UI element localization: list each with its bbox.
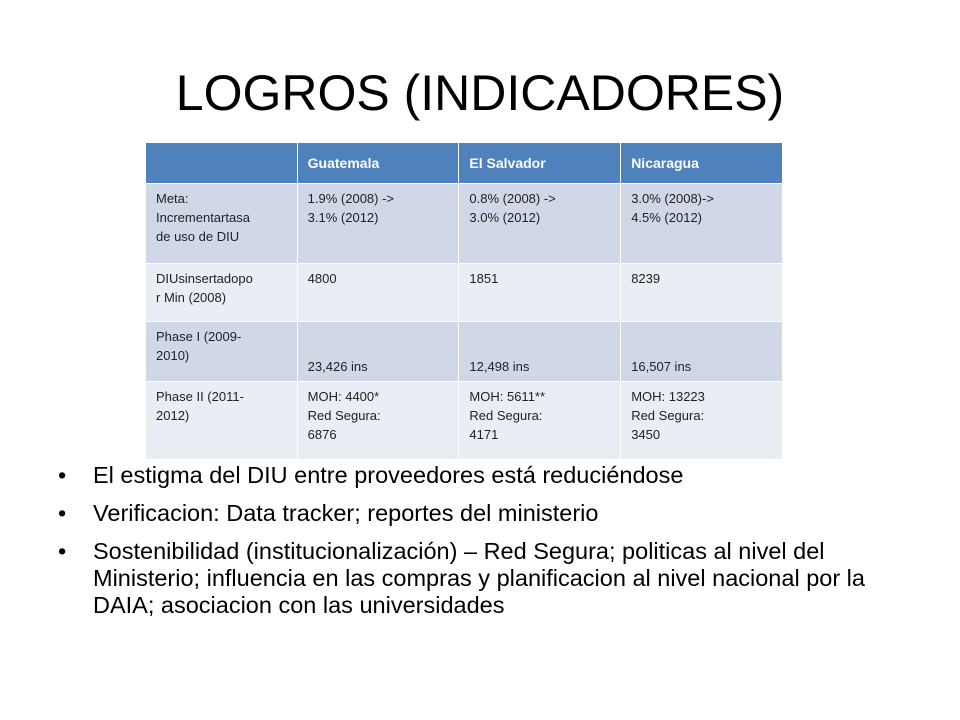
table-row xyxy=(146,382,783,460)
bullet-list xyxy=(58,462,918,630)
row-label-cell: Phase I (2009- 2010) xyxy=(146,322,298,382)
table-cell: 16,507 ins xyxy=(621,322,783,382)
header-cell-guatemala: Guatemala xyxy=(297,143,459,184)
table-row xyxy=(146,322,783,382)
indicators-table xyxy=(145,142,783,460)
table-cell: 0.8% (2008) -> 3.0% (2012) xyxy=(459,184,621,264)
table-header-row xyxy=(146,143,783,184)
header-cell-empty xyxy=(146,143,298,184)
bullet-icon: • xyxy=(58,538,67,564)
header-cell-nicaragua: Nicaragua xyxy=(621,143,783,184)
table-row xyxy=(146,184,783,264)
bullet-text: Verificacion: Data tracker; reportes del ministerio xyxy=(93,500,599,526)
table-row xyxy=(146,264,783,322)
row-label-cell: Phase II (2011- 2012) xyxy=(146,382,298,460)
table-cell: 3.0% (2008)-> 4.5% (2012) xyxy=(621,184,783,264)
bullet-text: Sostenibilidad (institucionalización) – Red Segura; politicas al nivel del Ministerio; influencia en las compras y planificacion al nivel nacional por la DAIA; asociacion con las universidades xyxy=(93,538,865,618)
slide-title: LOGROS (INDICADORES) xyxy=(175,65,785,121)
table-cell: 8239 xyxy=(621,264,783,322)
table-cell: 4800 xyxy=(297,264,459,322)
table-cell: MOH: 4400* Red Segura: 6876 xyxy=(297,382,459,460)
table-cell: 12,498 ins xyxy=(459,322,621,382)
bullet-item xyxy=(58,500,918,527)
row-label-cell: Meta: Incrementartasa de uso de DIU xyxy=(146,184,298,264)
table-cell: 23,426 ins xyxy=(297,322,459,382)
bullet-item xyxy=(58,538,918,619)
table-cell: MOH: 5611** Red Segura: 4171 xyxy=(459,382,621,460)
table-cell: MOH: 13223 Red Segura: 3450 xyxy=(621,382,783,460)
row-label-cell: DIUsinsertadopo r Min (2008) xyxy=(146,264,298,322)
bullet-text: El estigma del DIU entre proveedores está reduciéndose xyxy=(93,462,684,488)
table-cell: 1.9% (2008) -> 3.1% (2012) xyxy=(297,184,459,264)
bullet-icon: • xyxy=(58,500,67,526)
bullet-item xyxy=(58,462,918,489)
bullet-icon: • xyxy=(58,462,67,488)
header-cell-el-salvador: El Salvador xyxy=(459,143,621,184)
table-cell: 1851 xyxy=(459,264,621,322)
